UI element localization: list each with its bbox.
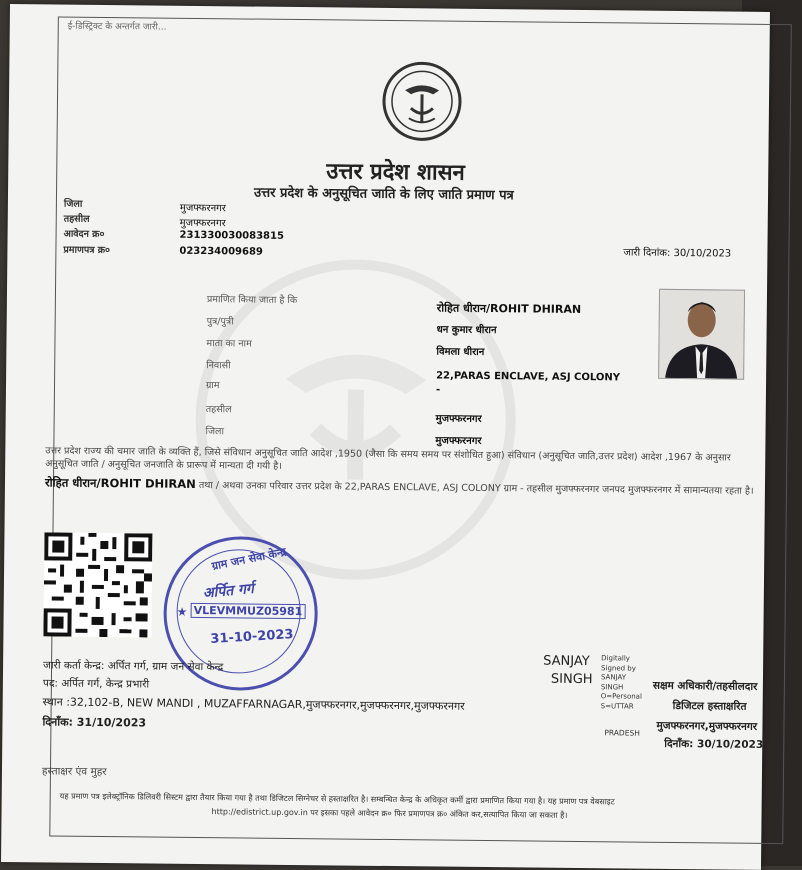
stamp-date: 31-10-2023 — [210, 627, 294, 648]
footer-line-2: http://edistrict.up.gov.in पर इसका पहले आवेदन क्र० फिर प्रमाणपत्र क्र० अंकित कर,सत्यापित किया जा सकता है। — [211, 807, 568, 820]
top-note: ई-डिस्ट्रिक्ट के अन्तर्गत जारी... — [67, 21, 167, 33]
detail-label-son-daughter: पुत्र/पुत्री — [206, 316, 234, 328]
detail-value-village: - — [435, 384, 441, 396]
detail-label-certified: प्रमाणित किया जाता है कि — [206, 294, 298, 307]
detail-label-village: ग्राम — [205, 380, 220, 392]
signer-name-first: SANJAY — [543, 653, 590, 670]
stamp-ring-text: ग्राम जन सेवा केन्द्र — [210, 545, 288, 573]
ds-line: O=Personal — [600, 692, 642, 701]
detail-label-district: जिला — [205, 426, 225, 438]
footer-line-1: यह प्रमाण पत्र इलेक्ट्रॉनिक डिलिवरी सिस्टम द्वारा तैयार किया गया है तथा डिजिटल सिग्नेचर से हस्ताक्षरित है। सम्बन्धित केन्द्र के अधिकृत कर्मी द्वारा प्रमाणित किया गया है। यह प्रमाण पत्र वेबसाइट — [59, 791, 615, 807]
authority-sign: डिजिटल हस्ताक्षरित — [672, 699, 747, 713]
detail-value-district: मुजफ्फरनगर — [435, 435, 482, 447]
detail-label-resident: निवासी — [206, 360, 231, 372]
issuer-place: स्थान :32,102-B, NEW MANDI , MUZAFFARNAGAR,मुजफ्फरनगर,मुजफ्फरनगर,मुजफ्फरनगर — [42, 695, 465, 713]
ds-line: Digitally — [601, 654, 631, 663]
certificate-page — [1, 4, 770, 870]
authority-date: दिनाँक: 30/10/2023 — [664, 737, 764, 751]
meta-value-certificate: 023234009689 — [179, 245, 263, 258]
ds-line: SINGH — [600, 682, 624, 691]
meta-label-application: आवेदन क्र० — [63, 228, 105, 241]
sign-and-seal: हस्ताक्षर एंव मुहर — [41, 765, 107, 779]
signer-name-last: SINGH — [550, 671, 593, 688]
meta-label-certificate: प्रमाणपत्र क्र० — [63, 244, 111, 257]
caste-paragraph: उत्तर प्रदेश राज्य की चमार जाति के व्यक्ति हैं, जिसे संविधान अनुसूचित जाति आदेश ,1950 (जैसा कि समय समय पर संशोधित हुआ) संविधान (अनुसूचित जाति,उत्तर प्रदेश) आदेश ,1967 के अनुसार अनुसूचित जाति / अनुसूचित जनजाति के प्रारूप में मान्यता दी गयी है। — [45, 445, 731, 472]
issuer-post: पद: अर्पित गर्ग, केन्द्र प्रभारी — [42, 677, 150, 691]
ds-line: Signed by — [601, 663, 636, 673]
state-emblem-icon — [381, 60, 464, 143]
detail-value-mother: विमला धीरान — [436, 346, 485, 358]
ds-line: SANJAY — [600, 673, 627, 682]
detail-label-tehsil: तहसील — [205, 404, 232, 416]
meta-label-tehsil: तहसील — [63, 213, 90, 225]
stamp-code: VLEVMMUZ05981 — [191, 603, 306, 619]
qr-code — [43, 532, 152, 637]
issuer-center: जारी कर्ता केन्द्र: अर्पित गर्ग, ग्राम जन सेवा केन्द्र — [43, 659, 224, 674]
meta-value-district: मुजफ्फरनगर — [179, 202, 226, 215]
residence-paragraph: तथा / अथवा उनका परिवार उत्तर प्रदेश के 22,PARAS ENCLAVE, ASJ COLONY ग्राम - तहसील मुजफ्फरनगर जनपद मुजफ्फरनगर में सामान्यतया रहता है। — [198, 480, 754, 497]
applicant-photo — [658, 289, 745, 380]
issuer-date: दिनाँक: 31/10/2023 — [42, 715, 147, 730]
detail-value-tehsil: मुजफ्फरनगर — [435, 413, 482, 425]
ds-pradesh: PRADESH — [604, 728, 640, 738]
meta-value-tehsil: मुजफ्फरनगर — [179, 217, 226, 230]
star-icon: ★ — [176, 604, 188, 619]
detail-value-name: रोहित धीरान/ROHIT DHIRAN — [436, 301, 582, 316]
detail-value-father: धन कुमार धीरान — [436, 324, 497, 337]
detail-value-resident: 22,PARAS ENCLAVE, ASJ COLONY — [436, 370, 621, 384]
ds-line: S=UTTAR — [600, 701, 634, 711]
detail-label-mother: माता का नाम — [206, 338, 252, 350]
issue-date: जारी दिनांक: 30/10/2023 — [623, 247, 732, 260]
paragraph-name: रोहित धीरान/ROHIT DHIRAN — [44, 475, 196, 491]
authority-place: मुजफ्फरनगर,मुजफ्फरनगर — [656, 719, 758, 733]
meta-value-application: 231330030083815 — [179, 229, 285, 242]
stamp-signature: अर्पित गर्ग — [202, 580, 255, 602]
certificate-subtitle: उत्तर प्रदेश के अनुसूचित जाति के लिए जाति प्रमाण पत्र — [253, 185, 514, 204]
meta-label-district: जिला — [63, 198, 83, 210]
certificate-title: उत्तर प्रदेश शासन — [326, 158, 465, 186]
authority-title: सक्षम अधिकारी/तहसीलदार — [652, 679, 758, 693]
